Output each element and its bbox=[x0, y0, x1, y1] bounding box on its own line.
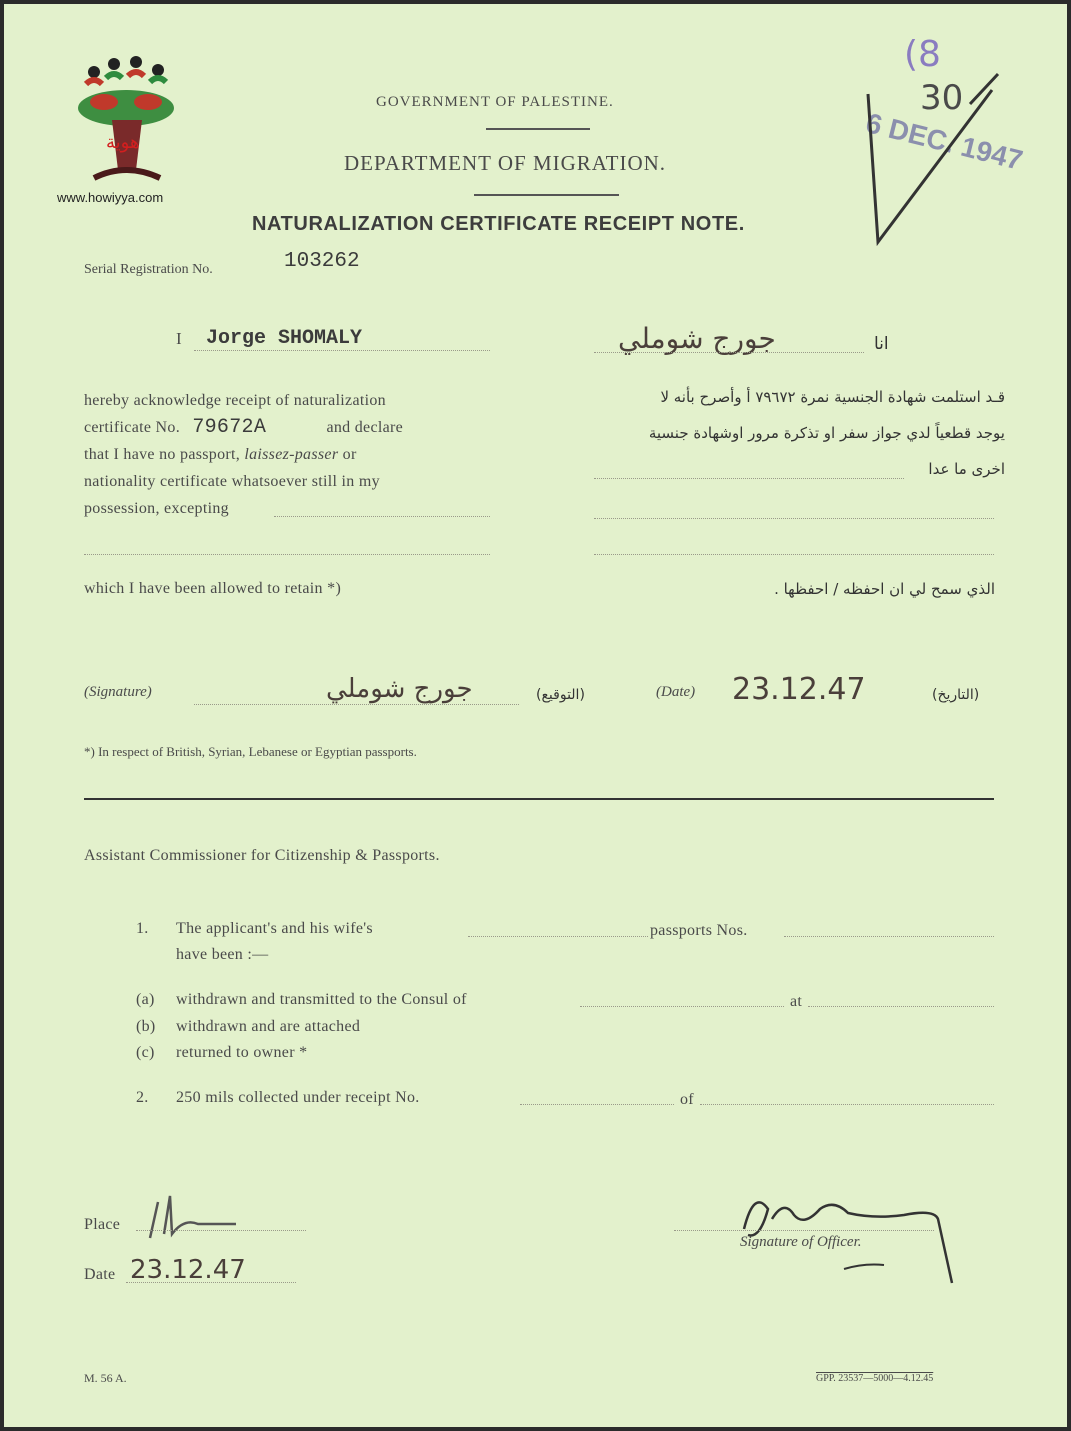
serial-label: Serial Registration No. bbox=[84, 262, 213, 277]
declaration-line-3-b: or bbox=[338, 446, 357, 463]
applicant-arabic-prefix: انا bbox=[874, 334, 889, 354]
retain-text: which I have been allowed to retain *) bbox=[84, 580, 342, 597]
date-label: (Date) bbox=[656, 684, 696, 700]
item-1-text: The applicant's and his wife's bbox=[176, 920, 373, 937]
declaration-line-3 bbox=[84, 441, 357, 468]
officer-signature-line bbox=[674, 1230, 934, 1231]
logo-url: www.howiyya.com bbox=[57, 190, 164, 205]
place-line bbox=[136, 1230, 306, 1231]
place-label: Place bbox=[84, 1216, 121, 1233]
passports-nos-label: passports Nos. bbox=[650, 922, 748, 939]
signature-value: جورج شوملي bbox=[326, 674, 473, 704]
item-2-of: of bbox=[680, 1091, 694, 1108]
signature-line bbox=[194, 704, 519, 705]
stamp-date: 6 DEC. 1947 bbox=[862, 107, 1026, 176]
arabic-excepting-line-1 bbox=[594, 478, 904, 479]
passports-nos-line bbox=[784, 936, 994, 937]
document-title: NATURALIZATION CERTIFICATE RECEIPT NOTE. bbox=[252, 213, 745, 235]
signature-arabic-label: (التوقيع) bbox=[536, 687, 585, 703]
government-heading: GOVERNMENT OF PALESTINE. bbox=[376, 94, 614, 110]
receipt-of-line bbox=[700, 1104, 994, 1105]
arabic-excepting-line-2 bbox=[594, 518, 994, 519]
excepting-line-2 bbox=[84, 554, 490, 555]
assistant-commissioner: Assistant Commissioner for Citizenship & Passports. bbox=[84, 847, 440, 864]
tree-logo-icon bbox=[64, 50, 194, 190]
item-a-label: (a) bbox=[136, 991, 155, 1008]
bottom-date-label: Date bbox=[84, 1266, 116, 1283]
applicant-name: Jorge SHOMALY bbox=[206, 327, 363, 350]
stamp-annotation: 30 bbox=[920, 78, 964, 118]
item-c-text: returned to owner * bbox=[176, 1044, 308, 1061]
declaration-line-5: possession, excepting bbox=[84, 500, 229, 517]
applicant-prefix: I bbox=[176, 329, 182, 348]
certificate-number: 79672A bbox=[192, 416, 267, 439]
footnote: *) In respect of British, Syrian, Lebanese or Egyptian passports. bbox=[84, 744, 417, 759]
date-stamp bbox=[860, 34, 1050, 254]
arabic-declaration-line-1: قـد استلمت شهادة الجنسية نمرة ٧٩٦٧٢ أ وأصرح بأنه لا bbox=[660, 388, 1005, 406]
declaration-line-3-a: that I have no passport, bbox=[84, 446, 245, 463]
item-a-text: withdrawn and transmitted to the Consul of bbox=[176, 991, 467, 1008]
declare-text: and declare bbox=[326, 419, 404, 436]
section-divider bbox=[84, 798, 994, 800]
date-arabic-label: (التاريخ) bbox=[932, 687, 980, 703]
arabic-name-line bbox=[594, 352, 864, 353]
laissez-passer-text: laissez-passer bbox=[244, 446, 339, 463]
printer-code: GPP. 23537—5000—4.12.45 bbox=[816, 1373, 934, 1384]
declaration-line-2 bbox=[84, 414, 403, 441]
place-handwriting bbox=[144, 1194, 254, 1244]
bottom-date-line bbox=[126, 1282, 296, 1283]
howiyya-logo bbox=[64, 50, 194, 190]
receipt-no-line bbox=[520, 1104, 674, 1105]
consul-at-line bbox=[808, 1006, 994, 1007]
certificate-label: certificate No. bbox=[84, 419, 180, 436]
heading-rule-1 bbox=[486, 128, 590, 130]
item-2-number: 2. bbox=[136, 1089, 149, 1106]
department-heading: DEPARTMENT OF MIGRATION. bbox=[344, 151, 667, 175]
wife-passport-line bbox=[468, 936, 648, 937]
logo-arabic-word: هوية bbox=[106, 132, 140, 153]
consul-line bbox=[580, 1006, 784, 1007]
heading-rule-2 bbox=[474, 194, 619, 196]
item-a-at: at bbox=[790, 993, 803, 1010]
form-code: M. 56 A. bbox=[84, 1371, 127, 1385]
applicant-name-line bbox=[194, 350, 490, 351]
date-value: 23.12.47 bbox=[732, 672, 866, 707]
signature-label: (Signature) bbox=[84, 684, 152, 700]
serial-value: 103262 bbox=[284, 250, 360, 273]
retain-arabic-text: الذي سمح لي ان احفظه / احفظها . bbox=[774, 580, 995, 598]
officer-signature-label: Signature of Officer. bbox=[740, 1234, 862, 1250]
arabic-excepting-line-3 bbox=[594, 554, 994, 555]
stamp-check-icon bbox=[860, 34, 1050, 254]
item-c-label: (c) bbox=[136, 1044, 155, 1061]
excepting-line-1 bbox=[274, 516, 490, 517]
arabic-declaration-line-3: اخرى ما عدا bbox=[928, 460, 1005, 478]
bottom-date-value: 23.12.47 bbox=[130, 1255, 246, 1285]
item-1-number: 1. bbox=[136, 920, 149, 937]
declaration-line-1: hereby acknowledge receipt of naturalization bbox=[84, 392, 386, 409]
item-b-label: (b) bbox=[136, 1018, 156, 1035]
item-b-text: withdrawn and are attached bbox=[176, 1018, 361, 1035]
document-page bbox=[4, 4, 1067, 1427]
item-1-continuation: have been :— bbox=[176, 946, 269, 963]
item-2-text: 250 mils collected under receipt No. bbox=[176, 1089, 420, 1106]
declaration-line-4: nationality certificate whatsoever still in my bbox=[84, 473, 380, 490]
arabic-declaration-line-2: يوجد قطعياً لدي جواز سفر او تذكرة مرور اوشهادة جنسية bbox=[648, 424, 1005, 442]
applicant-arabic-name: جورج شوملي bbox=[618, 322, 776, 355]
stamp-mark: (8 bbox=[904, 34, 941, 75]
